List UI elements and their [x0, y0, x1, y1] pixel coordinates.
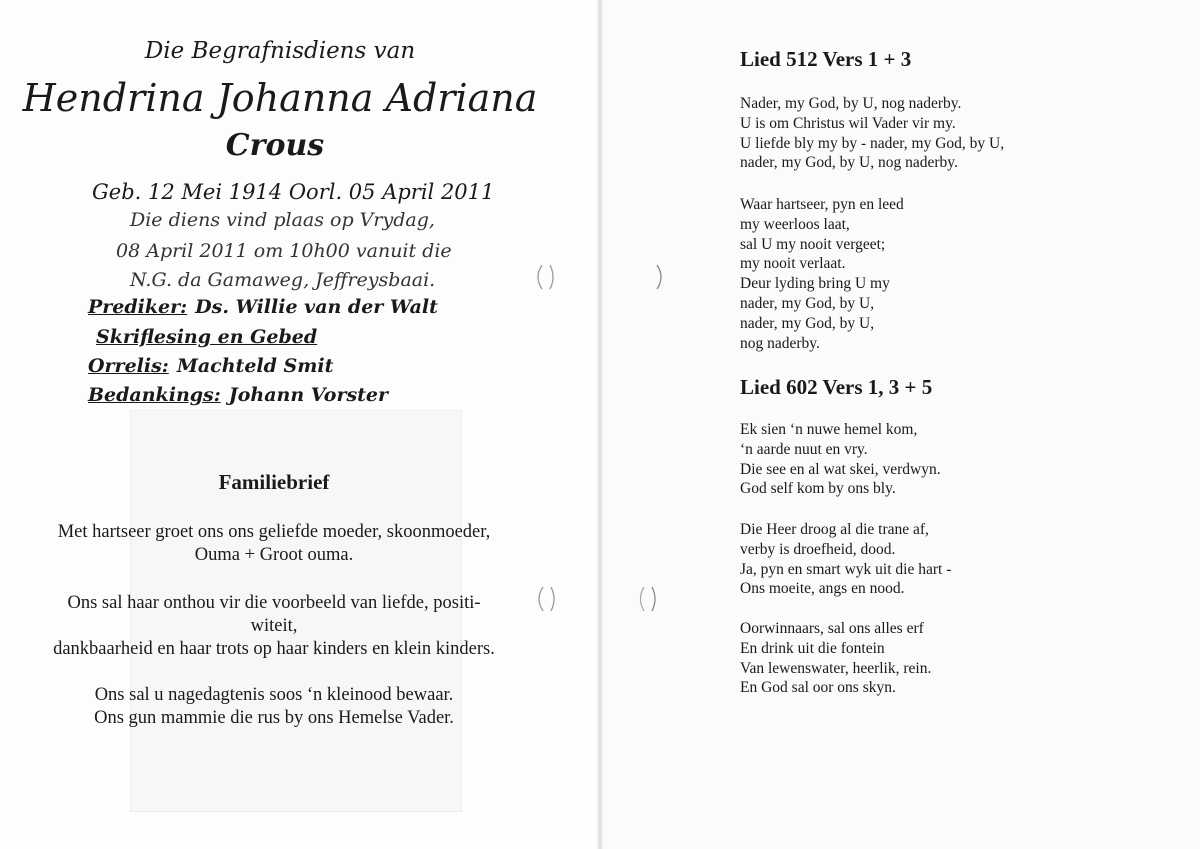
paragraph-line: witeit,: [250, 616, 298, 636]
verse-line: Nader, my God, by U, nog naderby.: [740, 95, 962, 112]
role-preacher: [88, 296, 438, 318]
verse-line: nog naderby.: [740, 334, 820, 352]
punch-hole-mark: [532, 262, 558, 292]
paragraph-line: Ons sal u nagedagtenis soos ‘n kleinood bewaar.: [94, 685, 454, 705]
verse-line: ‘n aarde nuut en vry.: [740, 440, 868, 458]
verse-line: U liefde bly my by - nader, my God, by U,: [740, 134, 1005, 152]
paragraph-line: Ouma + Groot ouma.: [194, 545, 354, 565]
punch-hole-mark: [645, 262, 671, 292]
verse-line: my weerloos laat,: [740, 215, 850, 233]
verse-line: nader, my God, by U,: [740, 314, 875, 332]
role-value: Johann Vorster: [228, 384, 389, 406]
verse-line: Die see en al wat skei, verdwyn.: [740, 460, 941, 478]
family-paragraph-3: [0, 684, 548, 730]
verse-line: Ek sien ‘n nuwe hemel kom,: [740, 421, 918, 438]
verse-line: nader, my God, by U, nog naderby.: [740, 154, 958, 172]
verse-line: En drink uit die fontein: [740, 639, 885, 657]
verse-line: Waar hartseer, pyn en leed: [740, 196, 904, 213]
service-line-3: N.G. da Gamaweg, Jeffreysbaai.: [130, 269, 436, 291]
verse-line: God self kom by ons bly.: [740, 480, 896, 498]
role-thanks: [88, 384, 388, 406]
verse-line: my nooit verlaat.: [740, 255, 846, 273]
punch-hole-mark: [634, 584, 660, 614]
paragraph-line: Met hartseer groet ons ons geliefde moeder, skoonmoeder,: [57, 522, 491, 542]
service-line-1: Die diens vind plaas op Vrydag,: [130, 209, 435, 231]
role-scripture-prayer: [96, 326, 317, 348]
verse-line: Van lewenswater, heerlik, rein.: [740, 659, 932, 677]
role-label: Skriflesing en Gebed: [96, 326, 318, 348]
verse-line: nader, my God, by U,: [740, 294, 875, 312]
birth-death-dates: Geb. 12 Mei 1914 Oorl. 05 April 2011: [92, 180, 495, 204]
verse-line: Ons moeite, angs en nood.: [740, 580, 905, 598]
role-label: Bedankings:: [88, 384, 221, 406]
verse-line: En God sal oor ons skyn.: [740, 679, 896, 697]
punch-hole-mark: [533, 584, 559, 614]
paragraph-line: Ons sal haar onthou vir die voorbeeld van liefde, positi-: [67, 593, 481, 613]
hymn-512-stanza-2: [740, 195, 1070, 353]
family-paragraph-2: [0, 592, 548, 661]
service-heading: Die Begrafnisdiens van: [144, 38, 416, 64]
paragraph-line: Ons gun mammie die rus by ons Hemelse Vader.: [94, 708, 454, 728]
paragraph-line: dankbaarheid en haar trots op haar kinders en klein kinders.: [53, 639, 495, 659]
hymn-title-512: Lied 512 Vers 1 + 3: [740, 47, 912, 71]
role-value: Ds. Willie van der Walt: [195, 296, 438, 318]
family-letter-title: Familiebrief: [218, 470, 330, 494]
family-paragraph-1: [0, 521, 548, 567]
role-value: Machteld Smit: [176, 355, 334, 377]
page-fold: [597, 0, 603, 849]
verse-line: verby is droefheid, dood.: [740, 540, 896, 558]
verse-line: Deur lyding bring U my: [740, 275, 890, 293]
role-organist: [88, 355, 333, 377]
deceased-name: Hendrina Johanna Adriana: [22, 76, 538, 120]
hymn-602-stanza-1: [740, 420, 1070, 499]
verse-line: Ja, pyn en smart wyk uit die hart -: [740, 560, 952, 578]
verse-line: Die Heer droog al die trane af,: [740, 521, 929, 538]
hymn-512-stanza-1: [740, 94, 1070, 173]
verse-line: sal U my nooit vergeet;: [740, 235, 886, 253]
service-line-2: 08 April 2011 om 10h00 vanuit die: [116, 240, 452, 262]
hymn-title-602: Lied 602 Vers 1, 3 + 5: [740, 375, 933, 399]
verse-line: Oorwinnaars, sal ons alles erf: [740, 620, 924, 637]
verse-line: U is om Christus wil Vader vir my.: [740, 114, 956, 132]
role-label: Orrelis:: [88, 355, 169, 377]
hymn-602-stanza-2: [740, 520, 1070, 599]
role-label: Prediker:: [88, 296, 188, 318]
hymn-602-stanza-3: [740, 619, 1070, 698]
deceased-surname: Crous: [225, 128, 325, 163]
